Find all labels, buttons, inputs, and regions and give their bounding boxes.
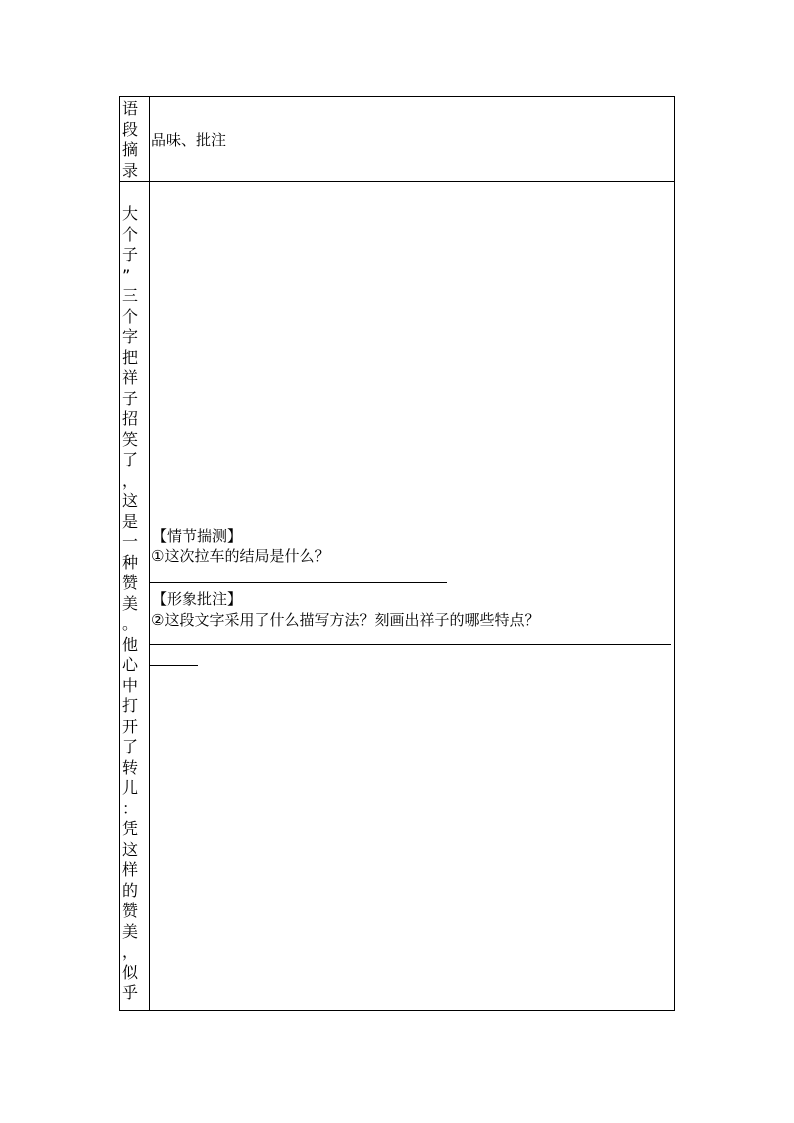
section2-title: 【形象批注】 (152, 590, 243, 608)
vertical-char: 种 (122, 552, 139, 572)
vertical-char: 他 (122, 634, 139, 654)
vertical-char: 的 (122, 880, 139, 900)
vertical-char: 美 (122, 921, 139, 941)
vertical-char: 子 (122, 388, 139, 408)
vertical-char: 开 (122, 716, 139, 736)
vertical-char: 三 (122, 286, 139, 305)
answer-line-3 (150, 665, 198, 666)
vertical-char: 赞 (122, 901, 139, 920)
vertical-char: 招 (122, 409, 139, 428)
vertical-char: 把 (122, 347, 139, 367)
vertical-char: 这 (122, 839, 139, 859)
vertical-char: 笑 (122, 429, 139, 449)
vertical-char: 赞 (122, 573, 139, 592)
vertical-char: ， (122, 942, 139, 961)
vertical-char: 转 (122, 757, 139, 777)
vertical-char: 个 (122, 224, 139, 244)
vertical-char: 一 (122, 532, 139, 551)
vertical-char: 。 (122, 614, 139, 633)
vertical-char: 打 (122, 696, 139, 715)
section1-question: ①这次拉车的结局是什么？ (151, 547, 330, 565)
vertical-char: 是 (122, 511, 139, 531)
column-divider (149, 97, 150, 1010)
vertical-char: 录 (122, 160, 139, 180)
header-left-label (120, 99, 149, 181)
vertical-char: ： (122, 798, 139, 818)
vertical-char: 大 (122, 204, 139, 223)
excerpt-table (119, 96, 675, 1011)
vertical-char: 祥 (122, 368, 139, 387)
vertical-char: 儿 (122, 778, 139, 797)
vertical-char: 中 (122, 675, 139, 695)
vertical-char: 字 (122, 327, 139, 346)
vertical-char: 乎 (122, 983, 139, 1002)
answer-line-1 (150, 582, 447, 583)
header-divider (120, 181, 674, 182)
vertical-char: 似 (122, 962, 139, 982)
excerpt-text (120, 204, 149, 1004)
vertical-char: 段 (122, 119, 139, 139)
vertical-char: 了 (122, 450, 139, 469)
vertical-char: 了 (122, 737, 139, 756)
vertical-char: 样 (122, 860, 139, 879)
vertical-char: 凭 (122, 819, 139, 838)
vertical-char: 心 (122, 655, 139, 674)
header-right-label: 品味、批注 (151, 131, 227, 149)
vertical-char: ， (122, 470, 139, 490)
answer-line-2 (150, 644, 671, 645)
vertical-char: 子 (122, 245, 139, 264)
vertical-char: 语 (122, 99, 139, 118)
section2-question: ②这段文字采用了什么描写方法？刻画出祥子的哪些特点？ (151, 611, 540, 629)
vertical-char: 摘 (122, 140, 139, 159)
vertical-char: 这 (122, 491, 139, 510)
vertical-char: ” (122, 265, 131, 285)
vertical-char: 美 (122, 593, 139, 613)
vertical-char: 个 (122, 306, 139, 326)
section1-title: 【情节揣测】 (152, 527, 243, 545)
